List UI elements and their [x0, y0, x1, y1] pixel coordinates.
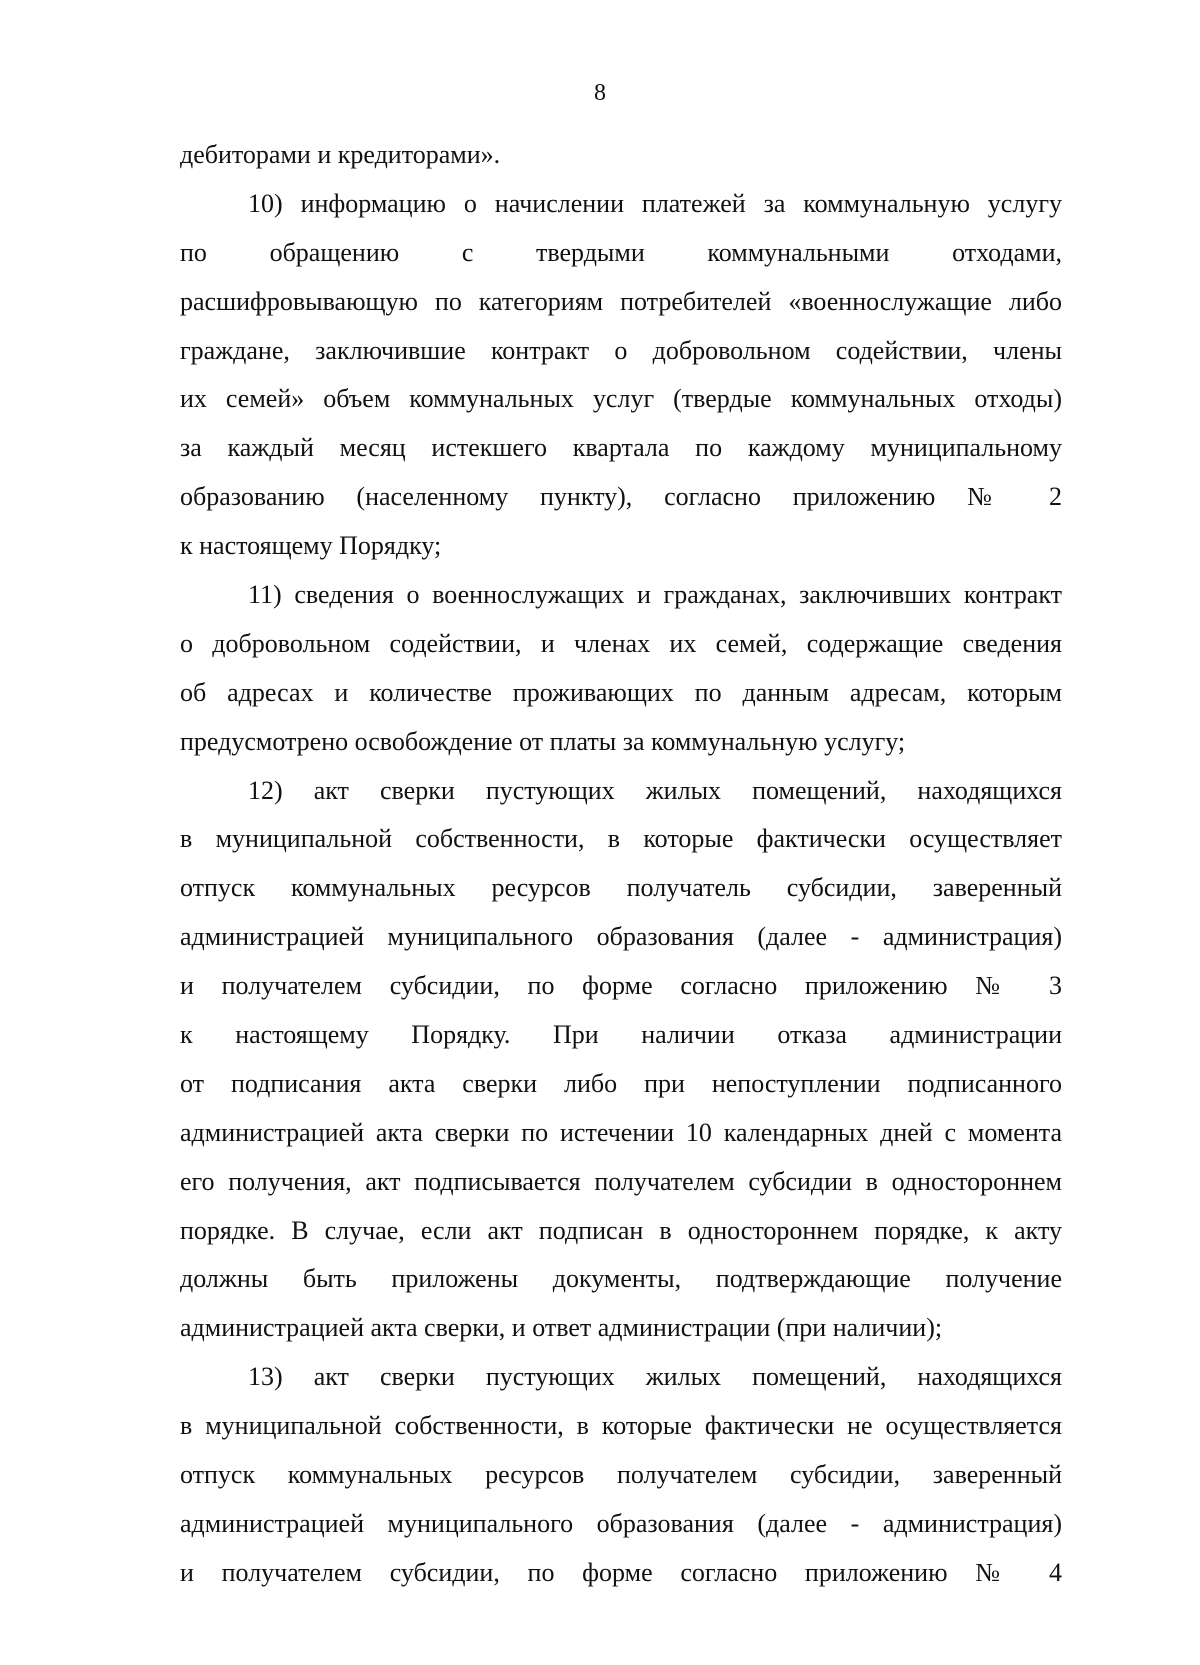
- text-line: администрацией акта сверки, и ответ администрации (при наличии);: [180, 1313, 943, 1343]
- text-line: за каждый месяц истекшего квартала по каждому муниципальному: [180, 433, 1062, 463]
- text-line: и получателем субсидии, по форме согласно приложению № 4: [180, 1557, 1062, 1587]
- text-line: администрацией муниципального образования (далее - администрация): [180, 922, 1062, 952]
- text-line: граждане, заключившие контракт о добровольном содействии, члены: [180, 335, 1062, 365]
- text-line: по обращению с твердыми коммунальными отходами,: [180, 237, 1062, 267]
- text-line: 10) информацию о начислении платежей за коммунальную услугу: [248, 188, 1062, 218]
- text-line: к настоящему Порядку;: [180, 531, 442, 561]
- text-line: отпуск коммунальных ресурсов получателем субсидии, заверенный: [180, 1460, 1062, 1490]
- text-line: порядке. В случае, если акт подписан в одностороннем порядке, к акту: [180, 1215, 1062, 1245]
- text-line: в муниципальной собственности, в которые фактически не осуществляется: [180, 1411, 1062, 1441]
- text-line: должны быть приложены документы, подтверждающие получение: [180, 1264, 1062, 1294]
- text-line: о добровольном содействии, и членах их семей, содержащие сведения: [180, 628, 1062, 658]
- text-line: дебиторами и кредиторами».: [180, 140, 501, 169]
- text-line: об адресах и количестве проживающих по данным адресам, которым: [180, 677, 1062, 707]
- text-line: предусмотрено освобождение от платы за коммунальную услугу;: [180, 726, 906, 756]
- text-line: их семей» объем коммунальных услуг (твердые коммунальных отходы): [180, 384, 1062, 414]
- text-line: образованию (населенному пункту), согласно приложению № 2: [180, 482, 1062, 512]
- text-line: в муниципальной собственности, в которые фактически осуществляет: [180, 824, 1062, 854]
- text-line: 12) акт сверки пустующих жилых помещений, находящихся: [248, 775, 1062, 805]
- text-line: администрацией муниципального образования (далее - администрация): [180, 1508, 1062, 1538]
- text-line: администрацией акта сверки по истечении 10 календарных дней с момента: [180, 1117, 1062, 1147]
- text-line: 11) сведения о военнослужащих и гражданах, заключивших контракт: [248, 580, 1062, 610]
- page-number: 8: [594, 80, 606, 106]
- text-line: расшифровывающую по категориям потребителей «военнослужащие либо: [180, 286, 1062, 316]
- text-line: его получения, акт подписывается получателем субсидии в одностороннем: [180, 1166, 1062, 1196]
- text-line: 13) акт сверки пустующих жилых помещений, находящихся: [248, 1362, 1062, 1392]
- text-line: отпуск коммунальных ресурсов получатель субсидии, заверенный: [180, 873, 1062, 903]
- document-body-text: [180, 131, 1062, 1598]
- text-line: к настоящему Порядку. При наличии отказа администрации: [180, 1020, 1062, 1050]
- text-line: от подписания акта сверки либо при непоступлении подписанного: [180, 1068, 1062, 1098]
- text-line: и получателем субсидии, по форме согласно приложению № 3: [180, 971, 1062, 1001]
